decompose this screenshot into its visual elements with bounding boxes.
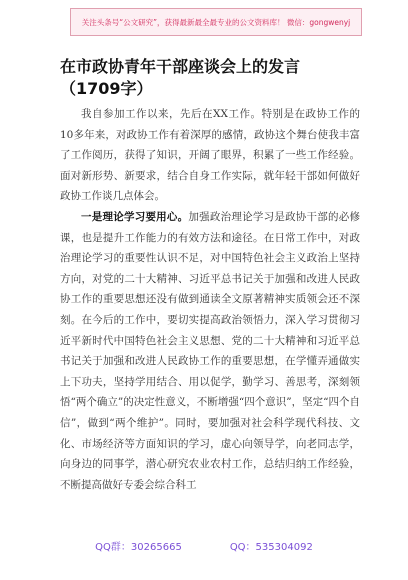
- paragraph-text: 我自参加工作以来，先后在XX工作。特别是在政协工作的10多年来，对政协工作有着深厚的感情，政协这个舞台使我丰富了工作阅历，获得了知识，开阔了眼界，积累了一些工作经验。面对新形势、新要求，结合自身工作实际，就年轻干部如何做好政协工作谈几点体会。: [60, 108, 360, 203]
- paragraph-text: 加强政治理论学习是政协干部的必修课，也是提升工作能力的有效方法和途径。在日常工作中，对政治理论学习的重要性认识不足，对中国特色社会主义政治上坚持方向，对党的二十大精神、习近平总书记关于加强和改进人民政协工作的重要思想还没有做到通读全文原著精神实质领会还不深刻。在今后的工作中，要切实提高政治领悟力，深入学习贯彻习近平新时代中国特色社会主义思想、党的二十大精神和习近平总书记关于加强和改进人民政协工作的重要思想，在学懂弄通做实上下功夫，坚持学用结合、用以促学，勤学习、善思考，深刻领悟“两个确立”的决定性意义，不断增强“四个意识”，坚定“四个自信”，做到“两个维护”。同时，要加强对社会科学现代科技、文化、市场经济等方面知识的学习，虚心向领导学，向老同志学，向身边的同事学，潜心研究农业农村工作，总结归纳工作经验，不断提高做好专委会综合科工: [60, 210, 361, 491]
- qq-group-number: QQ群：30265665: [95, 542, 182, 553]
- footer-contacts: [0, 538, 408, 554]
- paragraph-lead: 一是理论学习要用心。: [81, 210, 189, 223]
- banner-text: 关注头条号“公文研究”，获得最新最全最专业的公文资料库！ 微信：gongwenyj: [81, 17, 351, 27]
- document-body: [60, 104, 360, 495]
- header-banner: [70, 8, 362, 36]
- qq-number: QQ：535304092: [229, 542, 313, 553]
- paragraph-intro: [60, 104, 360, 207]
- document-title: 在市政协青年干部座谈会上的发言（1709字）: [60, 57, 301, 98]
- paragraph-study: [60, 207, 360, 495]
